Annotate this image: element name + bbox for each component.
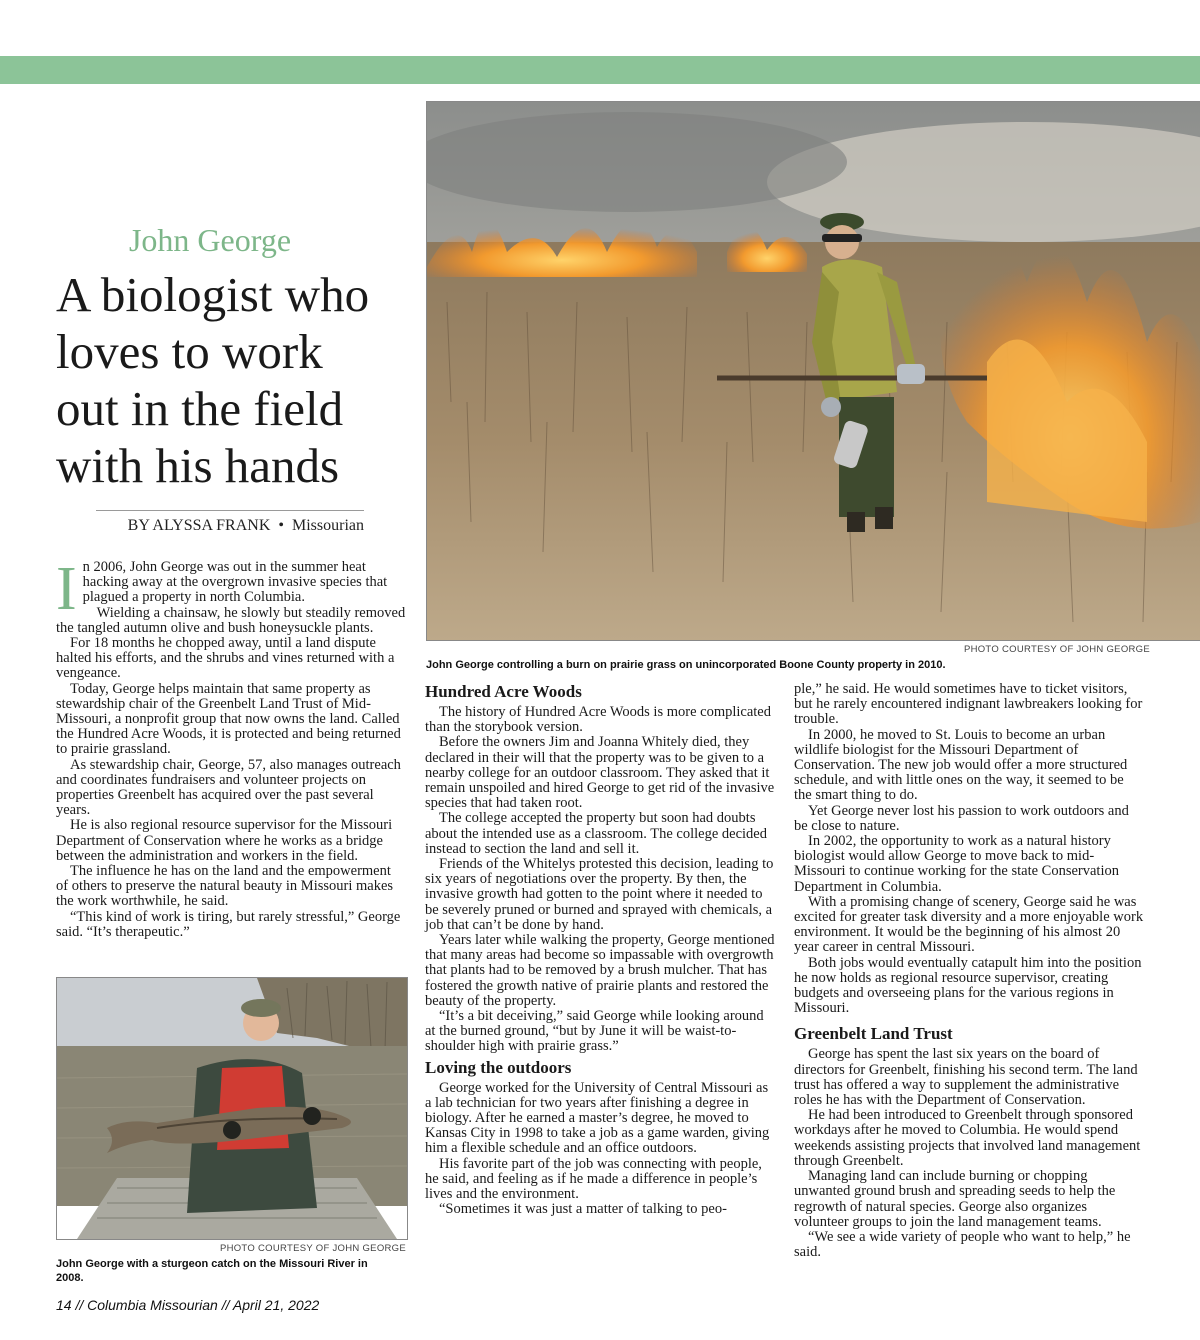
top-accent-bar [0,56,1200,84]
article-paragraph: George has spent the last six years on the board of directors for Greenbelt, finishing his second term. The land trust has offered a way to supplement the administrative roles he has with the Department of Conservation. [794,1046,1138,1109]
byline-rule [96,510,364,511]
article-paragraph: Friends of the Whitelys protested this decision, leading to six years of negotiations over the property. By then, the invasive growth had gotten to the point where it needed to be severely pruned or burned and sprayed with chemicals, a job that can’t be done by hand. [425,856,774,933]
article-paragraph: For 18 months he chopped away, until a land dispute halted his efforts, and the shrubs and vines returned with a vengeance. [56,635,395,682]
paragraph-text: n 2006, John George was out in the summer heat hacking away at the overgrown invasive species that plagued a property in north Columbia. [82,559,388,606]
article-paragraph: Managing land can include burning or chopping unwanted ground brush and spreading seeds to help the regrowth of natural species. George also organizes volunteer groups to join the land management teams. [794,1168,1116,1230]
article-column-1 [56,555,406,940]
byline-separator: • [278,517,284,534]
article-paragraph: George worked for the University of Central Missouri as a lab technician for two years after finishing a degree in biology. After he earned a master’s degree, he moved to Kansas City in 1998 to take a job as a game warden, giving him a flexible schedule and an office outdoors. [425,1079,770,1157]
article-paragraph: “We see a wide variety of people who want to help,” he said. [794,1228,1131,1261]
article-paragraph: He had been introduced to Greenbelt through sponsored workdays after he moved to Columbia. He would spend weekends assisting projects that involved land management through Greenbelt. [794,1107,1141,1169]
article-paragraph: The influence he has on the land and the empowerment of others to preserve the natural beauty in Missouri makes the work worthwhile, he said. [56,863,394,910]
main-photo-credit: PHOTO COURTESY OF JOHN GEORGE [963,644,1150,655]
article-paragraph: ple,” he said. He would sometimes have to ticket visitors, but he rarely encountered indignant lawbreakers looking for trouble. [794,681,1143,728]
sturgeon-photo-credit: PHOTO COURTESY OF JOHN GEORGE [219,1243,406,1254]
article-paragraph: The college accepted the property but soon had doubts about the intended use as a classroom. The college decided instead to section the land and sell it. [425,810,767,857]
article-paragraph: The history of Hundred Acre Woods is more complicated than the storybook version. [425,704,771,736]
article-paragraph: “Sometimes it was just a matter of talking to peo- [439,1201,727,1218]
article-paragraph: In 2002, the opportunity to work as a natural history biologist would allow George to move back to mid-Missouri to continue working for the state Conservation Department in Columbia. [794,833,1119,895]
article-paragraph: He is also regional resource supervisor for the Missouri Department of Conservation where he works as a bridge between the administration and workers in the field. [56,817,393,864]
article-paragraph: In 2000, he moved to St. Louis to become an urban wildlife biologist for the Missouri Department of Conservation. The new job would offer a more structured schedule, and with little ones on the way, it seemed to be the smart thing to do. [794,726,1128,804]
section-heading: Greenbelt Land Trust [794,1024,953,1044]
article-paragraph: Both jobs would eventually catapult him into the position he now holds as regional resource supervisor, creating budgets and overseeing plans for the various regions in Missouri. [794,954,1142,1017]
sturgeon-image [57,978,407,1239]
article-paragraph: His favorite part of the job was connecting with people, he said, and feeling as if he made a difference in people’s lives and the environment. [425,1155,762,1203]
article-paragraph: “It’s a bit deceiving,” said George while looking around at the burned ground, “but by June it will be waist-to-shoulder high with prairie grass.” [425,1008,764,1055]
article-paragraph: Years later while walking the property, George mentioned that many areas had become so impassable with overgrowth that plants had to be removed by a brush mulcher. That has fostered the growth native of prairie plants and restored the beauty of the property. [425,932,775,1009]
drop-cap: I [56,555,77,623]
byline [96,517,364,535]
sturgeon-photo-caption: John George with a sturgeon catch on the Missouri River in 2008. [56,1258,368,1284]
article-paragraph: Yet George never lost his passion to work outdoors and be close to nature. [794,802,1129,834]
article-paragraph: “This kind of work is tiring, but rarely stressful,” George said. “It’s therapeutic.” [56,908,401,940]
byline-outlet: Missourian [292,517,364,534]
article-column-3 [794,682,1144,1260]
section-heading: Loving the outdoors [425,1057,572,1077]
page-footer: 14 // Columbia Missourian // April 21, 2022 [56,1297,320,1313]
section-heading: Hundred Acre Woods [425,682,582,701]
sturgeon-photo [56,977,408,1240]
main-photo [426,101,1200,641]
main-photo-caption: John George controlling a burn on prairie grass on unincorporated Boone County property in 2010. [426,659,946,671]
headline: A biologist who loves to work out in the field with his hands [56,267,370,493]
byline-author: BY ALYSSA FRANK [127,517,271,534]
article-paragraph: Today, George helps maintain that same property as stewardship chair of the Greenbelt Land Trust of Mid-Missouri, a nonprofit group that now owns the land. Called the Hundred Acre Woods, it is protected and being returned to prairie grassland. [56,680,401,758]
prairie-burn-image [427,102,1200,640]
article-column-2 [425,679,775,1218]
article-paragraph: As stewardship chair, George, 57, also manages outreach and coordinates fundraisers and volunteer projects on properties Greenbelt has acquired over the past several years. [56,756,401,819]
kicker: John George [128,222,292,258]
article-paragraph: Wielding a chainsaw, he slowly but steadily removed the tangled autumn olive and bush honeysuckle plants. [56,604,406,636]
article-paragraph: Before the owners Jim and Joanna Whitely died, they declared in their will that the property was to be given to a nearby college for an outdoor classroom. They asked that it remain unspoiled and hired George to get rid of the invasive species that had taken root. [425,734,775,812]
article-paragraph: With a promising change of scenery, George said he was excited for greater task diversity and a more enjoyable work environment. It would be the beginning of his almost 20 year career in central Missouri. [794,893,1144,956]
